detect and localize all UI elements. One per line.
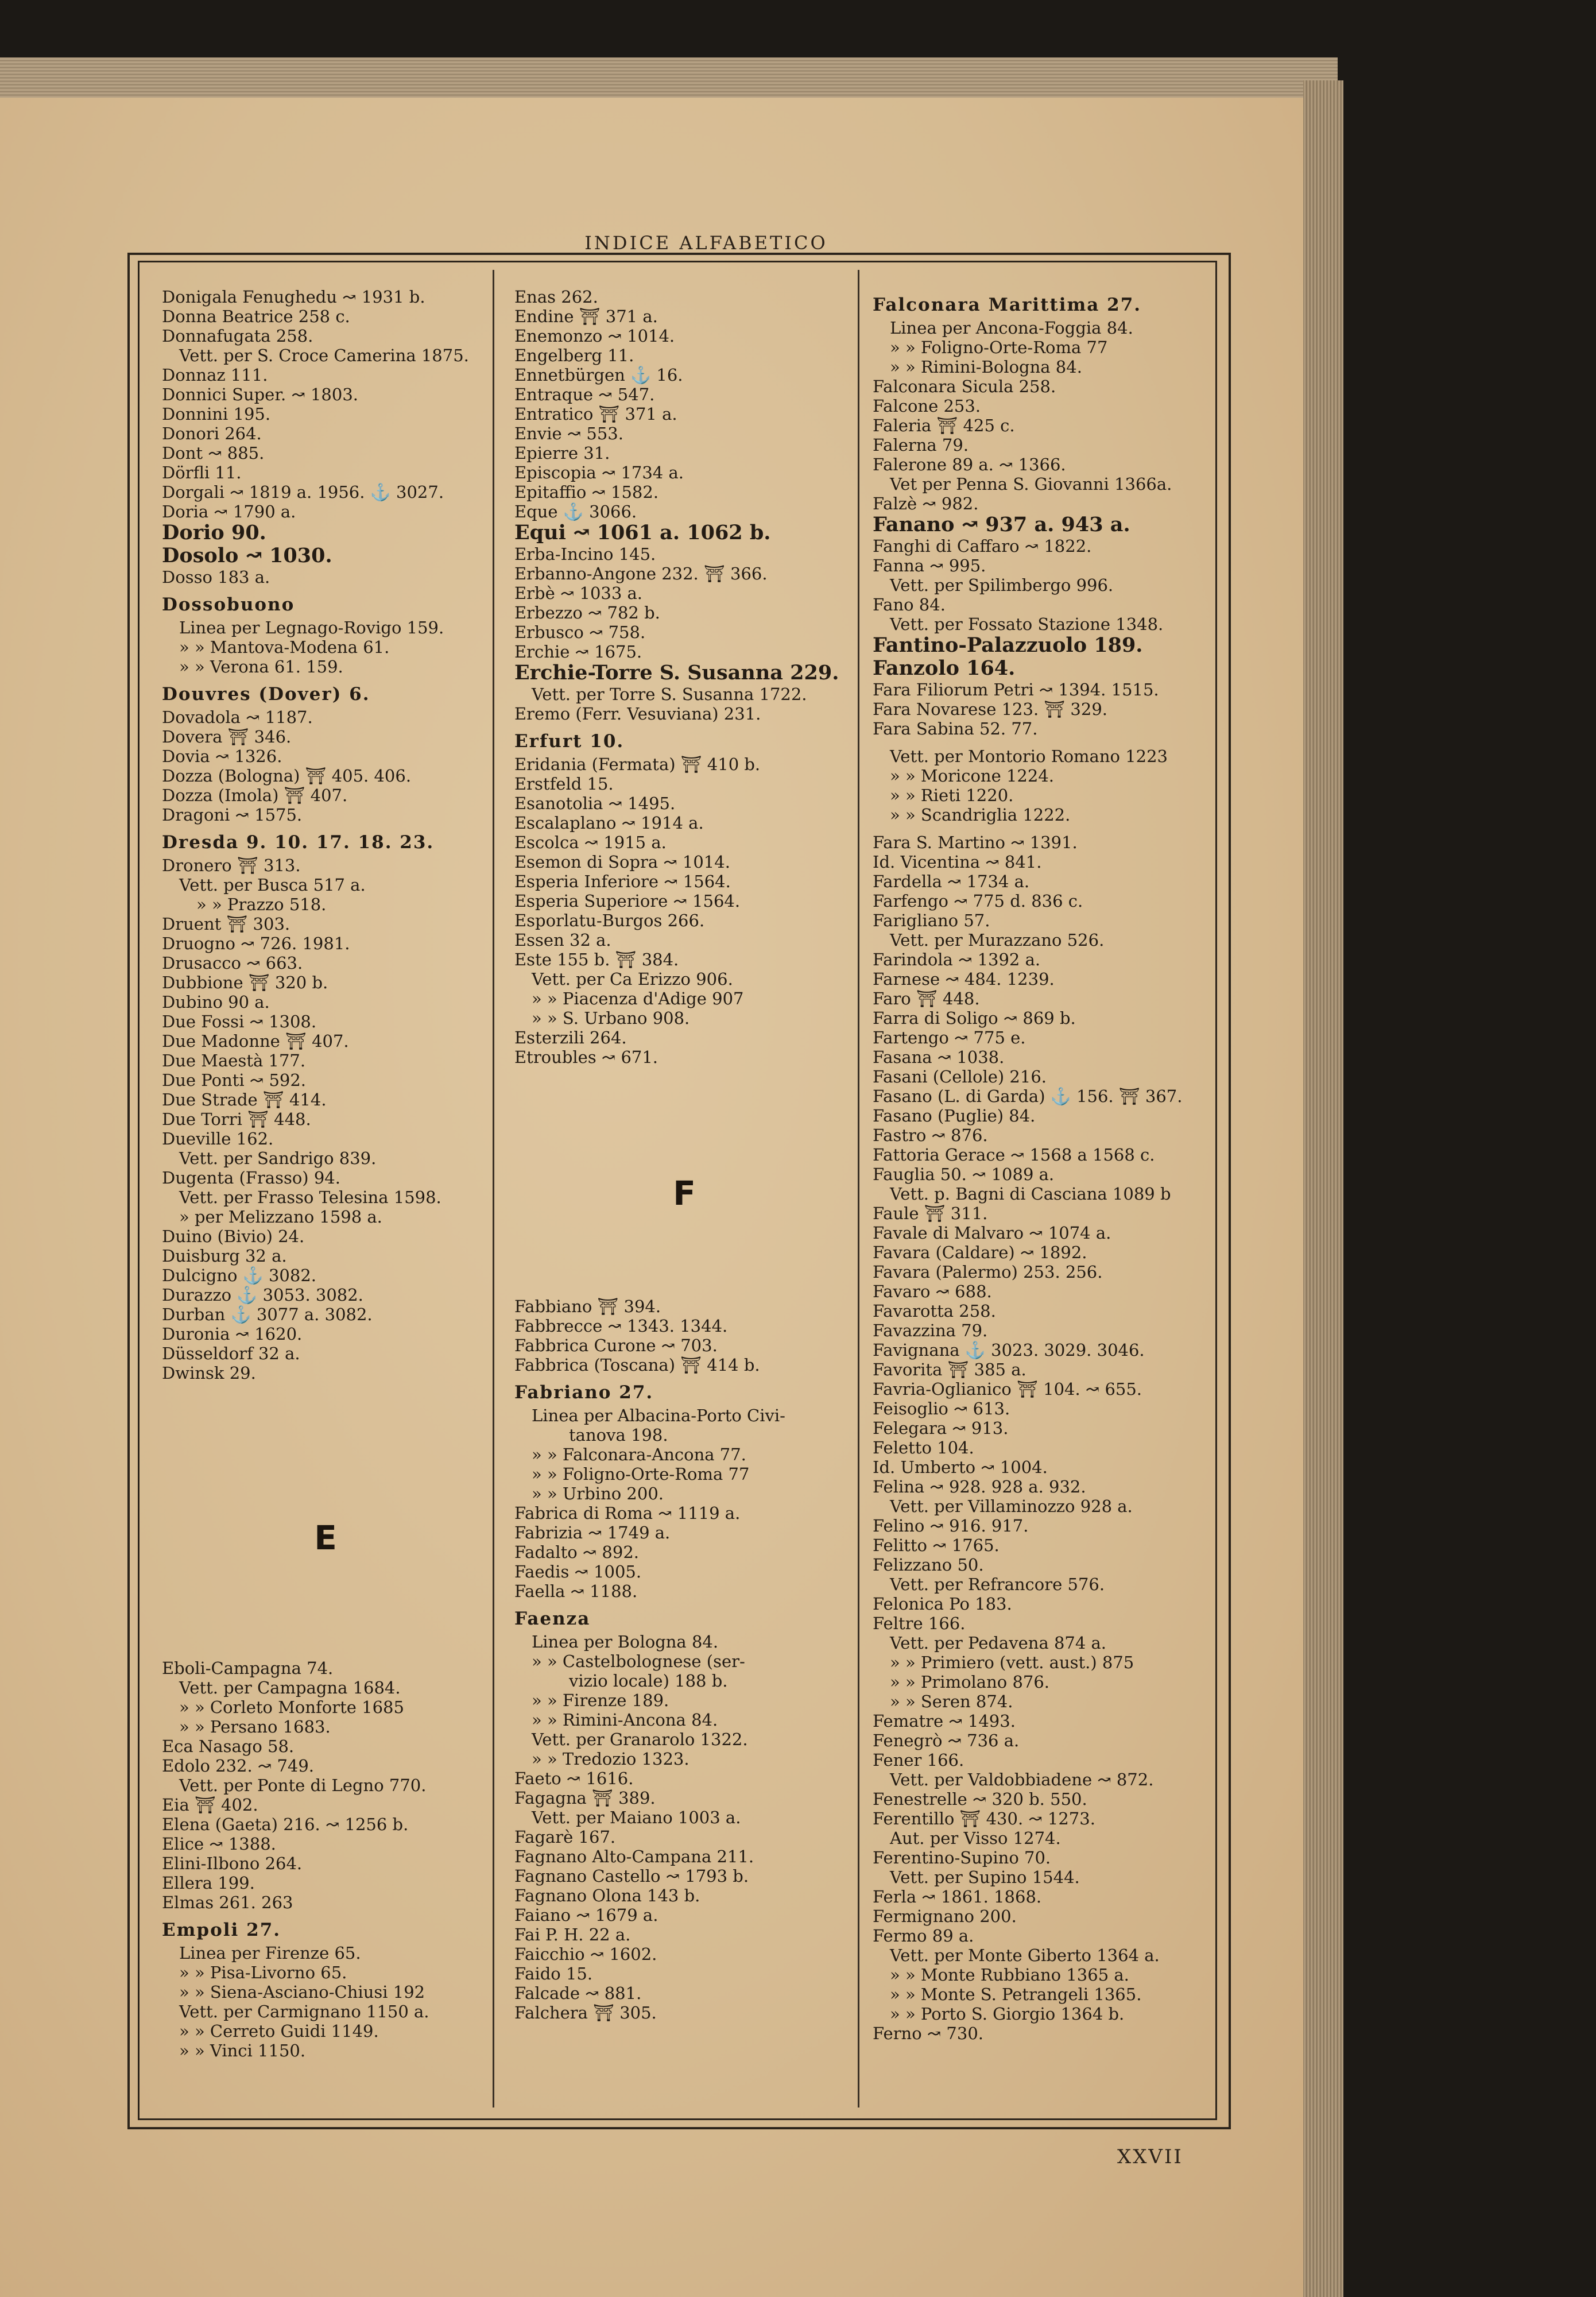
index-entry: Fasani (Cellole) 216.: [873, 1067, 1047, 1086]
index-entry: Feltre 166.: [873, 1614, 966, 1633]
index-entry: Fagnano Olona 143 b.: [514, 1886, 700, 1905]
index-entry: Erbusco ↝ 758.: [514, 622, 646, 642]
index-entry: Erstfeld 15.: [514, 774, 614, 794]
index-heading: Dresda 9. 10. 17. 18. 23.: [162, 832, 435, 853]
index-entry: Fabbrecce ↝ 1343. 1344.: [514, 1316, 728, 1336]
index-entry: Dovera ⛩ 346.: [162, 727, 292, 747]
index-entry: Vett. per Sandrigo 839.: [179, 1148, 377, 1168]
index-entry: » » Firenze 189.: [532, 1691, 669, 1710]
index-entry: Elena (Gaeta) 216. ↝ 1256 b.: [162, 1815, 409, 1834]
index-entry: Due Fossi ↝ 1308.: [162, 1012, 317, 1031]
index-entry: Fermo 89 a.: [873, 1926, 974, 1946]
index-entry: Druent ⛩ 303.: [162, 914, 290, 934]
index-entry: Dulcigno ⚓ 3082.: [162, 1266, 316, 1285]
index-entry: Fanano ↝ 937 a. 943 a.: [873, 513, 1130, 536]
index-entry: Vett. per Fossato Stazione 1348.: [890, 614, 1164, 634]
index-entry: Düsseldorf 32 a.: [162, 1344, 300, 1363]
section-letter-f: F: [673, 1174, 696, 1213]
index-entry: Dörfli 11.: [162, 463, 242, 482]
index-entry: Id. Umberto ↝ 1004.: [873, 1457, 1048, 1477]
index-entry: Faido 15.: [514, 1964, 593, 1983]
index-entry: Esperia Superiore ↝ 1564.: [514, 891, 741, 911]
index-entry: Dwinsk 29.: [162, 1363, 256, 1383]
index-entry: Vett. per Ponte di Legno 770.: [179, 1776, 427, 1795]
index-entry: Fara Sabina 52. 77.: [873, 719, 1038, 738]
index-entry: Faiano ↝ 1679 a.: [514, 1905, 658, 1925]
index-entry: Favorita ⛩ 385 a.: [873, 1360, 1026, 1379]
index-entry: Linea per Albacina-Porto Civi-: [532, 1406, 785, 1425]
index-entry: Elini-Ilbono 264.: [162, 1854, 303, 1873]
index-entry: Vett. per Ca Erizzo 906.: [532, 969, 733, 989]
index-entry: Erchie ↝ 1675.: [514, 642, 642, 662]
index-entry: Entraque ↝ 547.: [514, 385, 655, 404]
index-entry: Fadalto ↝ 892.: [514, 1542, 639, 1562]
index-entry: » » Falconara-Ancona 77.: [532, 1445, 746, 1464]
index-entry: Dueville 162.: [162, 1129, 274, 1148]
index-entry: Vett. per Busca 517 a.: [179, 875, 366, 895]
index-entry: Felitto ↝ 1765.: [873, 1536, 1000, 1555]
index-entry: Faro ⛩ 448.: [873, 989, 980, 1008]
index-entry: Erbè ↝ 1033 a.: [514, 583, 643, 603]
index-entry: Dugenta (Frasso) 94.: [162, 1168, 340, 1188]
index-entry: Esterzili 264.: [514, 1028, 627, 1047]
index-entry: » » Pisa-Livorno 65.: [179, 1963, 347, 1982]
running-head: INDICE ALFABETICO: [584, 232, 828, 254]
page-edges-top: [0, 57, 1338, 98]
index-entry: Donna Beatrice 258 c.: [162, 307, 350, 326]
index-entry: Favara (Caldare) ↝ 1892.: [873, 1243, 1087, 1262]
index-entry: Episcopia ↝ 1734 a.: [514, 463, 684, 482]
index-entry: Vett. per Maiano 1003 a.: [532, 1808, 741, 1827]
index-entry: » » Castelbolognese (ser-: [532, 1652, 745, 1671]
index-entry: Fastro ↝ 876.: [873, 1126, 988, 1145]
index-entry: Falerone 89 a. ↝ 1366.: [873, 455, 1066, 474]
index-entry: Felizzano 50.: [873, 1555, 984, 1575]
index-entry: Equi ↝ 1061 a. 1062 b.: [514, 521, 771, 544]
index-entry: Vett. per Granarolo 1322.: [532, 1730, 748, 1749]
index-column-1: [162, 287, 489, 2060]
index-entry: » » Primiero (vett. aust.) 875: [890, 1653, 1134, 1672]
index-entry: Epierre 31.: [514, 443, 610, 463]
index-entry: Felina ↝ 928. 928 a. 932.: [873, 1477, 1086, 1496]
index-heading: Fabriano 27.: [514, 1382, 654, 1403]
index-entry: Duronia ↝ 1620.: [162, 1324, 303, 1344]
index-entry: Vett. per Refrancore 576.: [890, 1575, 1105, 1594]
index-entry: Durban ⚓ 3077 a. 3082.: [162, 1305, 373, 1324]
index-entry: Envie ↝ 553.: [514, 424, 623, 443]
index-entry: » » Mantova-Modena 61.: [179, 637, 390, 657]
index-entry: Vett. per Montorio Romano 1223: [890, 747, 1168, 766]
index-entry: Vett. per Torre S. Susanna 1722.: [532, 685, 807, 704]
index-entry: Favarotta 258.: [873, 1301, 996, 1321]
index-entry: » » Monte S. Petrangeli 1365.: [890, 1985, 1142, 2004]
index-entry: Vett. per Supino 1544.: [890, 1867, 1080, 1887]
index-entry: Erba-Incino 145.: [514, 544, 656, 564]
index-entry: Donnini 195.: [162, 404, 271, 424]
index-entry: » » Scandriglia 1222.: [890, 805, 1071, 825]
index-entry: Dovadola ↝ 1187.: [162, 707, 313, 727]
index-entry: Falerna 79.: [873, 435, 969, 455]
index-entry: Falcade ↝ 881.: [514, 1983, 642, 2003]
index-entry: » » Rieti 1220.: [890, 786, 1014, 805]
index-column-3: [873, 287, 1211, 2043]
index-entry: Farindola ↝ 1392 a.: [873, 950, 1041, 969]
index-entry: Esporlatu-Burgos 266.: [514, 911, 705, 930]
index-entry: » » S. Urbano 908.: [532, 1008, 690, 1028]
index-entry: Falconara Sicula 258.: [873, 377, 1056, 396]
index-entry: Fasano (Puglie) 84.: [873, 1106, 1036, 1126]
index-entry: Fabrica di Roma ↝ 1119 a.: [514, 1503, 741, 1523]
index-entry: Vett. per Campagna 1684.: [179, 1678, 401, 1697]
index-entry: Endine ⛩ 371 a.: [514, 307, 658, 326]
index-entry: Druogno ↝ 726. 1981.: [162, 934, 350, 953]
index-entry: Enemonzo ↝ 1014.: [514, 326, 675, 346]
index-entry: Faedis ↝ 1005.: [514, 1562, 642, 1581]
index-entry: Eboli-Campagna 74.: [162, 1658, 334, 1678]
index-entry: Edolo 232. ↝ 749.: [162, 1756, 315, 1776]
index-entry: Elmas 261. 263: [162, 1893, 293, 1912]
index-entry: Felonica Po 183.: [873, 1594, 1012, 1614]
index-entry: Felegara ↝ 913.: [873, 1418, 1009, 1438]
index-entry: Fabbrica (Toscana) ⛩ 414 b.: [514, 1355, 760, 1375]
index-entry: Dragoni ↝ 1575.: [162, 805, 303, 825]
index-entry: Ennetbürgen ⚓ 16.: [514, 365, 683, 385]
index-entry: Faeto ↝ 1616.: [514, 1769, 634, 1788]
index-entry: Fara Filiorum Petri ↝ 1394. 1515.: [873, 680, 1159, 699]
index-entry: Vett. per Carmignano 1150 a.: [179, 2002, 429, 2021]
index-entry: Due Strade ⛩ 414.: [162, 1090, 327, 1109]
index-heading: Empoli 27.: [162, 1920, 281, 1940]
index-entry: » » Urbino 200.: [532, 1484, 664, 1503]
index-entry: Duisburg 32 a.: [162, 1246, 287, 1266]
index-entry: Ellera 199.: [162, 1873, 255, 1893]
index-entry: Drusacco ↝ 663.: [162, 953, 303, 973]
index-entry: Epitaffio ↝ 1582.: [514, 482, 659, 502]
index-entry: Doria ↝ 1790 a.: [162, 502, 296, 521]
index-entry: Favara (Palermo) 253. 256.: [873, 1262, 1103, 1282]
index-entry: » » Prazzo 518.: [196, 895, 327, 914]
index-entry: Vet per Penna S. Giovanni 1366a.: [890, 474, 1172, 494]
index-entry: Donnafugata 258.: [162, 326, 313, 346]
index-entry: » » Rimini-Ancona 84.: [532, 1710, 718, 1730]
index-entry: Vett. per Pedavena 874 a.: [890, 1633, 1107, 1653]
index-entry: Fermignano 200.: [873, 1907, 1017, 1926]
index-entry: Fanna ↝ 995.: [873, 556, 986, 575]
index-entry: Falchera ⛩ 305.: [514, 2003, 657, 2023]
index-entry: Fanghi di Caffaro ↝ 1822.: [873, 536, 1092, 556]
index-entry: Este 155 b. ⛩ 384.: [514, 950, 679, 969]
index-entry: Favignana ⚓ 3023. 3029. 3046.: [873, 1340, 1145, 1360]
column-rule-2: [858, 270, 859, 2107]
index-entry: Dorgali ↝ 1819 a. 1956. ⚓ 3027.: [162, 482, 444, 502]
index-heading: Falconara Marittima 27.: [873, 295, 1142, 315]
index-heading: Dossobuono: [162, 594, 295, 615]
index-entry: Eque ⚓ 3066.: [514, 502, 637, 521]
index-entry: Faella ↝ 1188.: [514, 1581, 638, 1601]
index-entry: Felino ↝ 916. 917.: [873, 1516, 1029, 1536]
index-entry: Essen 32 a.: [514, 930, 611, 950]
index-entry: Favaro ↝ 688.: [873, 1282, 992, 1301]
index-entry: Faule ⛩ 311.: [873, 1204, 988, 1223]
index-entry: » » Persano 1683.: [179, 1717, 331, 1737]
index-entry: » » Corleto Monforte 1685: [179, 1697, 404, 1717]
index-entry: » » Primolano 876.: [890, 1672, 1050, 1692]
index-entry: Escalaplano ↝ 1914 a.: [514, 813, 704, 833]
index-entry: Dosolo ↝ 1030.: [162, 544, 332, 567]
index-column-2: [514, 287, 854, 2023]
index-entry: Aut. per Visso 1274.: [890, 1828, 1061, 1848]
index-entry: Falcone 253.: [873, 396, 981, 416]
index-entry: Enas 262.: [514, 287, 598, 307]
index-entry: » » Foligno-Orte-Roma 77: [890, 338, 1108, 357]
index-entry: Id. Vicentina ↝ 841.: [873, 852, 1042, 872]
index-entry: Linea per Legnago-Rovigo 159.: [179, 618, 444, 637]
index-entry: » » Moricone 1224.: [890, 766, 1054, 786]
index-entry: Fai P. H. 22 a.: [514, 1925, 631, 1944]
page-number: XXVII: [1117, 2145, 1183, 2168]
index-entry: Durazzo ⚓ 3053. 3082.: [162, 1285, 363, 1305]
index-entry: Fabrizia ↝ 1749 a.: [514, 1523, 671, 1542]
index-entry: Fematre ↝ 1493.: [873, 1711, 1016, 1731]
index-entry: » » Siena-Asciano-Chiusi 192: [179, 1982, 425, 2002]
index-entry: Ferentillo ⛩ 430. ↝ 1273.: [873, 1809, 1095, 1828]
index-entry: Eia ⛩ 402.: [162, 1795, 258, 1815]
index-heading: Erfurt 10.: [514, 731, 625, 752]
index-entry: Escolca ↝ 1915 a.: [514, 833, 667, 852]
index-entry: Farigliano 57.: [873, 911, 990, 930]
index-entry: Favazzina 79.: [873, 1321, 988, 1340]
index-entry: Engelberg 11.: [514, 346, 634, 365]
index-entry: Fara Novarese 123. ⛩ 329.: [873, 699, 1108, 719]
index-entry: » » Porto S. Giorgio 1364 b.: [890, 2004, 1125, 2024]
index-entry: Fagarè 167.: [514, 1827, 616, 1847]
index-entry: Erchie-Torre S. Susanna 229.: [514, 661, 839, 685]
index-entry: Feletto 104.: [873, 1438, 974, 1457]
index-entry: » » Seren 874.: [890, 1692, 1013, 1711]
index-entry: Fardella ↝ 1734 a.: [873, 872, 1030, 891]
section-letter-e: E: [314, 1518, 337, 1557]
index-entry: Vett. per Villaminozzo 928 a.: [890, 1496, 1133, 1516]
index-entry: Fagnano Alto-Campana 211.: [514, 1847, 754, 1866]
index-entry: Ferla ↝ 1861. 1868.: [873, 1887, 1042, 1907]
index-entry: Linea per Firenze 65.: [179, 1943, 361, 1963]
index-entry: Favale di Malvaro ↝ 1074 a.: [873, 1223, 1111, 1243]
index-entry: Farnese ↝ 484. 1239.: [873, 969, 1055, 989]
index-entry: Faicchio ↝ 1602.: [514, 1944, 657, 1964]
index-entry: Esemon di Sopra ↝ 1014.: [514, 852, 730, 872]
index-entry: Due Torri ⛩ 448.: [162, 1109, 311, 1129]
index-entry: Erbanno-Angone 232. ⛩ 366.: [514, 564, 768, 583]
index-entry: Fano 84.: [873, 595, 946, 614]
index-entry: Dorio 90.: [162, 521, 266, 544]
index-entry: Dont ↝ 885.: [162, 443, 265, 463]
index-entry: Etroubles ↝ 671.: [514, 1047, 658, 1067]
index-entry: Fattoria Gerace ↝ 1568 a 1568 c.: [873, 1145, 1155, 1165]
column-rule-1: [493, 270, 494, 2107]
index-entry: Farra di Soligo ↝ 869 b.: [873, 1008, 1076, 1028]
index-entry: Fauglia 50. ↝ 1089 a.: [873, 1165, 1055, 1184]
index-entry: Dozza (Imola) ⛩ 407.: [162, 786, 348, 805]
index-entry: Vett. per Monte Giberto 1364 a.: [890, 1946, 1160, 1965]
index-entry: » » Cerreto Guidi 1149.: [179, 2021, 379, 2041]
index-entry: Faleria ⛩ 425 c.: [873, 416, 1015, 435]
index-entry: Due Madonne ⛩ 407.: [162, 1031, 349, 1051]
index-entry: » » Verona 61. 159.: [179, 657, 343, 676]
index-entry: » » Foligno-Orte-Roma 77: [532, 1464, 750, 1484]
index-entry: Fener 166.: [873, 1750, 964, 1770]
index-entry: Fagagna ⛩ 389.: [514, 1788, 656, 1808]
index-entry: » » Piacenza d'Adige 907: [532, 989, 744, 1008]
index-entry: Elice ↝ 1388.: [162, 1834, 276, 1854]
entry-gap: [873, 825, 1211, 833]
index-entry: Esperia Inferiore ↝ 1564.: [514, 872, 731, 891]
index-entry: tanova 198.: [569, 1425, 668, 1445]
index-entry: Fenestrelle ↝ 320 b. 550.: [873, 1789, 1087, 1809]
index-entry: Dubino 90 a.: [162, 992, 270, 1012]
index-entry: Eca Nasago 58.: [162, 1737, 295, 1756]
index-entry: Fanzolo 164.: [873, 656, 1016, 680]
index-entry: Dovia ↝ 1326.: [162, 747, 282, 766]
index-entry: Vett. per Spilimbergo 996.: [890, 575, 1114, 595]
index-entry: Vett. per S. Croce Camerina 1875.: [179, 346, 469, 365]
index-entry: Feisoglio ↝ 613.: [873, 1399, 1010, 1418]
index-entry: » » Monte Rubbiano 1365 a.: [890, 1965, 1129, 1985]
index-entry: Donnaz 111.: [162, 365, 268, 385]
index-heading: Faenza: [514, 1608, 591, 1629]
index-entry: Dozza (Bologna) ⛩ 405. 406.: [162, 766, 412, 786]
index-entry: Linea per Ancona-Foggia 84.: [890, 318, 1133, 338]
index-entry: Duino (Bivio) 24.: [162, 1227, 305, 1246]
index-entry: Fabbiano ⛩ 394.: [514, 1297, 661, 1316]
index-entry: » » Rimini-Bologna 84.: [890, 357, 1082, 377]
index-entry: Vett. per Valdobbiadene ↝ 872.: [890, 1770, 1154, 1789]
index-entry: Dosso 183 a.: [162, 567, 270, 587]
index-entry: Fabbrica Curone ↝ 703.: [514, 1336, 718, 1355]
index-entry: Dronero ⛩ 313.: [162, 856, 301, 875]
index-entry: Fagnano Castello ↝ 1793 b.: [514, 1866, 749, 1886]
index-entry: Vett. per Murazzano 526.: [890, 930, 1105, 950]
index-entry: Eridania (Fermata) ⛩ 410 b.: [514, 755, 761, 774]
index-entry: Ferno ↝ 730.: [873, 2024, 984, 2043]
index-entry: Due Ponti ↝ 592.: [162, 1070, 307, 1090]
index-entry: Fasano (L. di Garda) ⚓ 156. ⛩ 367.: [873, 1086, 1183, 1106]
index-entry: Fartengo ↝ 775 e.: [873, 1028, 1026, 1047]
index-entry: Due Maestà 177.: [162, 1051, 306, 1070]
index-entry: Farfengo ↝ 775 d. 836 c.: [873, 891, 1083, 911]
index-entry: Erbezzo ↝ 782 b.: [514, 603, 660, 622]
index-entry: Vett. p. Bagni di Casciana 1089 b: [890, 1184, 1171, 1204]
index-entry: Donori 264.: [162, 424, 262, 443]
index-entry: Fasana ↝ 1038.: [873, 1047, 1005, 1067]
index-entry: Eremo (Ferr. Vesuviana) 231.: [514, 704, 761, 724]
index-entry: Fenegrò ↝ 736 a.: [873, 1731, 1020, 1750]
index-entry: Fara S. Martino ↝ 1391.: [873, 833, 1078, 852]
index-entry: Dubbione ⛩ 320 b.: [162, 973, 328, 992]
index-entry: vizio locale) 188 b.: [569, 1671, 728, 1691]
index-entry: Linea per Bologna 84.: [532, 1632, 719, 1652]
index-entry: Esanotolia ↝ 1495.: [514, 794, 676, 813]
entry-gap: [873, 738, 1211, 747]
index-entry: Donigala Fenughedu ↝ 1931 b.: [162, 287, 425, 307]
index-entry: Entratico ⛩ 371 a.: [514, 404, 677, 424]
index-entry: Favria-Oglianico ⛩ 104. ↝ 655.: [873, 1379, 1142, 1399]
index-entry: » per Melizzano 1598 a.: [179, 1207, 382, 1227]
index-entry: Fantino-Palazzuolo 189.: [873, 633, 1143, 657]
page-edges-right: [1303, 80, 1343, 2297]
index-entry: Ferentino-Supino 70.: [873, 1848, 1051, 1867]
index-entry: » » Tredozio 1323.: [532, 1749, 689, 1769]
index-entry: Donnici Super. ↝ 1803.: [162, 385, 358, 404]
index-heading: Douvres (Dover) 6.: [162, 684, 370, 705]
index-entry: Falzè ↝ 982.: [873, 494, 979, 513]
index-entry: Vett. per Frasso Telesina 1598.: [179, 1188, 441, 1207]
index-entry: » » Vinci 1150.: [179, 2041, 306, 2060]
